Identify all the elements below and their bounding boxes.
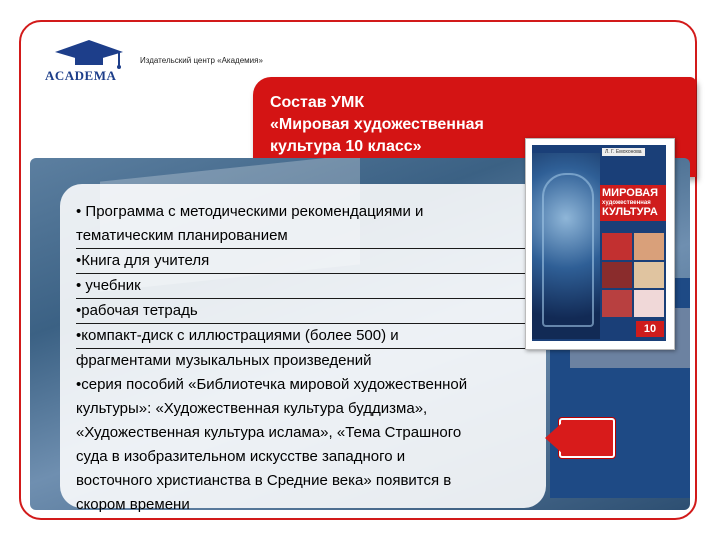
- list-item: • учебник: [76, 274, 564, 299]
- list-item: «Художественная культура ислама», «Тема Страшного: [76, 424, 462, 441]
- arrow-left-icon[interactable]: [545, 422, 563, 454]
- book-author: Л. Г. Емохонова: [602, 148, 645, 156]
- title-line-1: Состав УМК: [270, 94, 365, 111]
- list-item: восточного христианства в Средние века» появится в: [76, 472, 452, 489]
- book-title-line-2: художественная: [602, 200, 651, 206]
- back-arrow-button[interactable]: [545, 418, 615, 458]
- book-title: [600, 185, 666, 221]
- list-item: •Книга для учителя: [76, 249, 564, 274]
- book-cover-image: [525, 138, 675, 350]
- list-item: тематическим планированием: [76, 224, 564, 249]
- title-line-2: «Мировая художественная: [270, 116, 484, 133]
- list-item: •рабочая тетрадь: [76, 299, 564, 324]
- graduation-cap-icon: [45, 38, 133, 70]
- list-item: •компакт-диск с иллюстрациями (более 500) и: [76, 324, 564, 349]
- book-title-line-3: КУЛЬТУРА: [602, 206, 658, 218]
- title-line-3: культура 10 класс»: [270, 138, 422, 155]
- academia-logo: [45, 38, 133, 84]
- list-item: культуры»: «Художественная культура буддизма»,: [76, 400, 428, 417]
- bullet-list: [76, 200, 564, 517]
- book-grade: 10: [636, 321, 664, 337]
- logo-text: ACADEMA: [45, 68, 117, 83]
- stained-glass-window: [532, 153, 600, 339]
- book-illustrations: [602, 233, 664, 317]
- list-item: скором времени: [76, 496, 190, 513]
- list-item: суда в изобразительном искусстве западного и: [76, 448, 406, 465]
- list-item: фрагментами музыкальных произведений: [76, 352, 372, 369]
- publisher-name: Издательский центр «Академия»: [140, 56, 263, 65]
- list-item: • Программа с методическими рекомендациями и: [76, 203, 424, 220]
- book-title-line-1: МИРОВАЯ: [602, 187, 659, 199]
- back-arrow-body[interactable]: [559, 418, 615, 458]
- list-item: •серия пособий «Библиотечка мировой художественной: [76, 376, 468, 393]
